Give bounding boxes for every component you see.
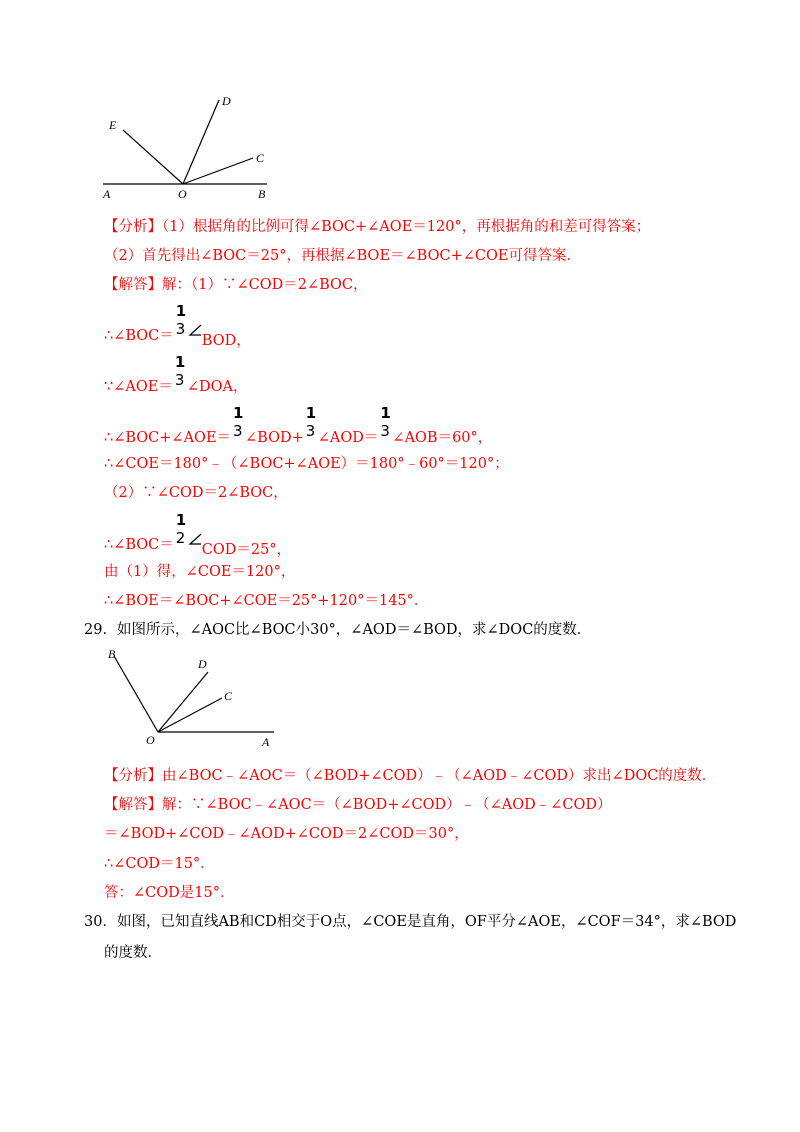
step-3: ∴∠BOC+∠AOE＝ 1 3 ∠BOD+ 1 3 ∠AOD＝ 1 3 ∠AOB＝60°， xyxy=(104,404,493,446)
solution-head xyxy=(104,276,368,294)
solution-29-line-2: ＝∠BOD+∠COD﹣∠AOD+∠COD＝2∠COD＝30°， xyxy=(104,826,469,842)
problem-30 xyxy=(84,913,736,931)
analysis-line-2: （2）首先得出∠BOC＝25°，再根据∠BOE＝∠BOC+∠COE可得答案． xyxy=(104,248,581,264)
analysis-tag: 【分析】 xyxy=(104,768,162,784)
ray-oc xyxy=(158,698,222,732)
solution-text: 解：∵∠BOC﹣∠AOC＝（∠BOD+∠COD）﹣（∠AOD﹣∠COD） xyxy=(162,797,612,813)
angle-symbol xyxy=(188,533,202,545)
label-d: D xyxy=(222,94,231,108)
analysis-tag: 【分析】 xyxy=(104,219,162,235)
ray-od xyxy=(183,100,219,184)
fraction-one-half: 1 2 xyxy=(175,511,187,547)
step-6: ∴∠BOC＝ 1 2 COD＝25°， xyxy=(104,511,292,558)
ray-oe xyxy=(123,130,183,184)
step-4: ∴∠COE＝180°﹣（∠BOC+∠AOE）＝180°﹣60°＝120°； xyxy=(104,456,509,472)
problem-number: 30． xyxy=(84,914,117,930)
step-2: ∵∠AOE＝ 1 3 ∠DOA， xyxy=(104,353,248,395)
analysis-line-1 xyxy=(104,218,650,236)
solution-29-line-3: ∴∠COD＝15°． xyxy=(104,856,215,872)
label-o: O xyxy=(146,733,155,747)
fraction-one-third: 1 3 xyxy=(175,302,187,338)
label-o: O xyxy=(178,187,187,201)
analysis-text: （1）根据角的比例可得∠BOC+∠AOE＝120°，再根据角的和差可得答案； xyxy=(162,219,651,235)
fraction-one-third: 1 3 xyxy=(233,404,244,440)
label-d: D xyxy=(198,657,207,671)
step-7: 由（1）得，∠COE＝120°， xyxy=(104,564,296,580)
problem-number: 29． xyxy=(84,622,117,638)
step-1: ∴∠BOC＝ 1 3 BOD， xyxy=(104,302,251,349)
label-b: B xyxy=(258,187,266,201)
angle-symbol xyxy=(188,324,202,336)
solution-29-head xyxy=(104,796,612,814)
step-8: ∴∠BOE＝∠BOC+∠COE＝25°+120°＝145°． xyxy=(104,593,429,609)
problem-text: 如图，已知直线AB和CD相交于O点，∠COE是直角，OF平分∠AOE，∠COF＝34°，求∠BOD xyxy=(116,914,737,930)
label-c: C xyxy=(256,151,265,165)
problem-text: 如图所示，∠AOC比∠BOC小30°，∠AOD＝∠BOD，求∠DOC的度数． xyxy=(116,622,592,638)
label-c: C xyxy=(224,689,233,703)
label-a: A xyxy=(103,187,111,201)
problem-30-cont: 的度数． xyxy=(104,945,162,961)
label-a: A xyxy=(262,735,270,749)
step-5: （2）∵∠COD＝2∠BOC， xyxy=(104,485,288,501)
analysis-29 xyxy=(104,767,716,785)
ray-oc xyxy=(183,158,253,184)
problem-29 xyxy=(84,621,591,639)
ray-ob xyxy=(114,656,158,732)
figure-angle-diagram-1 xyxy=(95,92,280,202)
answer-29: 答：∠COD是15°． xyxy=(104,885,235,901)
fraction-one-third: 1 3 xyxy=(380,404,391,440)
analysis-text: 由∠BOC﹣∠AOC＝（∠BOD+∠COD）﹣（∠AOD﹣∠COD）求出∠DOC的度数． xyxy=(162,768,717,784)
ray-od xyxy=(158,672,208,732)
solution-text: 解：（1）∵∠COD＝2∠BOC， xyxy=(162,277,368,293)
solution-tag: 【解答】 xyxy=(104,277,162,293)
solution-tag: 【解答】 xyxy=(104,797,162,813)
label-e: E xyxy=(109,118,117,132)
fraction-one-third: 1 3 xyxy=(305,404,317,440)
fraction-one-third: 1 3 xyxy=(174,353,186,389)
label-b: B xyxy=(108,647,116,661)
figure-angle-diagram-2 xyxy=(108,644,288,752)
